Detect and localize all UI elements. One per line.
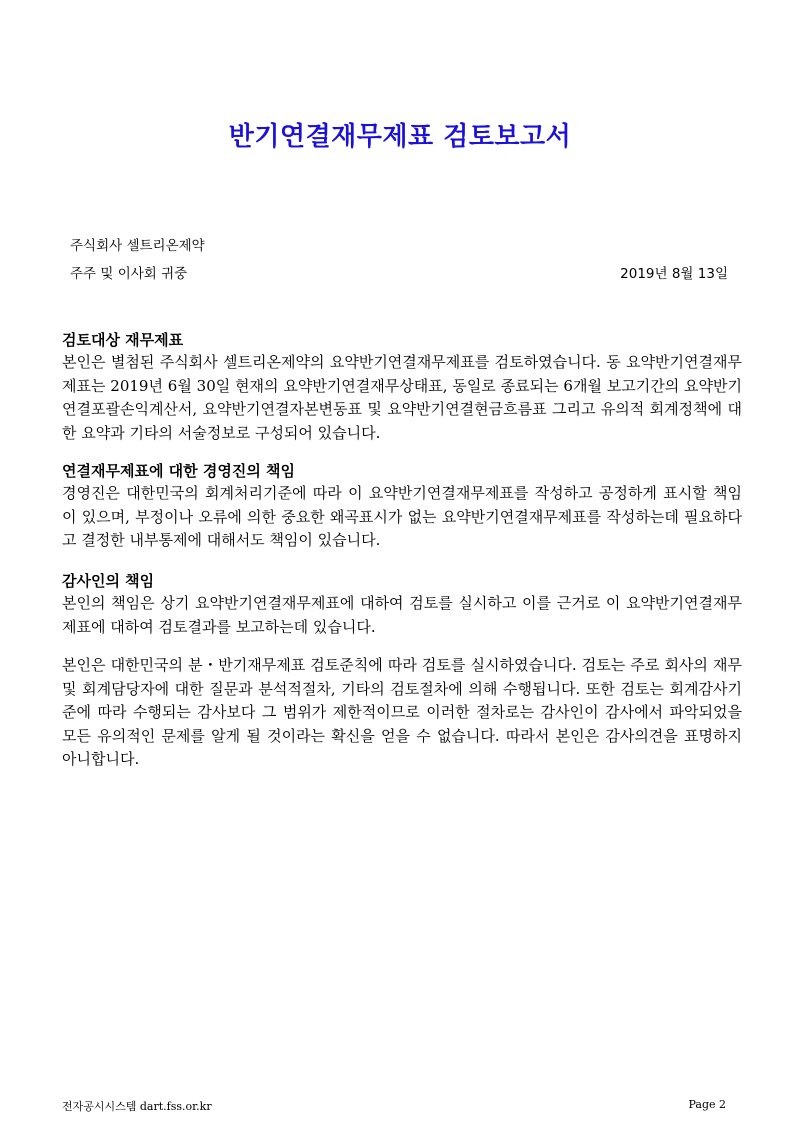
section-body: 본인은 별첨된 주식회사 셀트리온제약의 요약반기연결재무제표를 검토하였습니다. 동 요약반기연결재무제표는 2019년 6월 30일 현재의 요약반기연결재무상태표, 동일로 종료되는 6개월 보고기간의 요약반기연결포괄손익계산서, 요약반기연결자본변동표 및 요약반기연결현금흐름표 그리고 유의적 회계정책에 대한 요약과 기타의 서술정보로 구성되어 있습니다. <box>62 353 742 442</box>
document-title: 반기연결재무제표 검토보고서 <box>228 122 572 152</box>
section-management-responsibility <box>62 460 742 553</box>
section-heading: 검토대상 재무제표 <box>62 331 184 349</box>
addressee-company: 주식회사 셀트리온제약 <box>70 238 205 254</box>
section-review-procedures <box>62 654 742 772</box>
addressee-recipients: 주주 및 이사회 귀중 <box>70 266 188 282</box>
closing-paragraph: 본인은 대한민국의 분・반기재무제표 검토준칙에 따라 검토를 실시하였습니다. 검토는 주로 회사의 재무 및 회계담당자에 대한 질문과 분석적절차, 기타의 검토절차에 의해 수행됩니다. 또한 검토는 회계감사기준에 따라 수행되는 감사보다 그 범위가 제한적이므로 이러한 절차로는 감사인이 감사에서 파악되었을 모든 유의적인 문제를 알게 될 것이라는 확신을 얻을 수 없습니다. 따라서 본인은 감사의견을 표명하지 아니합니다. <box>62 656 742 768</box>
footer-source: 전자공시시스템 dart.fss.or.kr <box>62 1100 212 1113</box>
report-date: 2019년 8월 13일 <box>620 266 728 282</box>
section-heading: 감사인의 책임 <box>62 572 155 590</box>
section-heading: 연결재무제표에 대한 경영진의 책임 <box>62 462 296 480</box>
footer-page-number: Page 2 <box>688 1098 726 1111</box>
section-review-target <box>62 329 742 445</box>
section-auditor-responsibility <box>62 570 742 639</box>
section-body: 경영진은 대한민국의 회계처리기준에 따라 이 요약반기연결재무제표를 작성하고 공정하게 표시할 책임이 있으며, 부정이나 오류에 의한 중요한 왜곡표시가 없는 요약반기연결재무제표를 작성하는데 필요하다고 결정한 내부통제에 대해서도 책임이 있습니다. <box>62 484 742 549</box>
section-body: 본인의 책임은 상기 요약반기연결재무제표에 대하여 검토를 실시하고 이를 근거로 이 요약반기연결재무제표에 대하여 검토결과를 보고하는데 있습니다. <box>62 594 742 636</box>
